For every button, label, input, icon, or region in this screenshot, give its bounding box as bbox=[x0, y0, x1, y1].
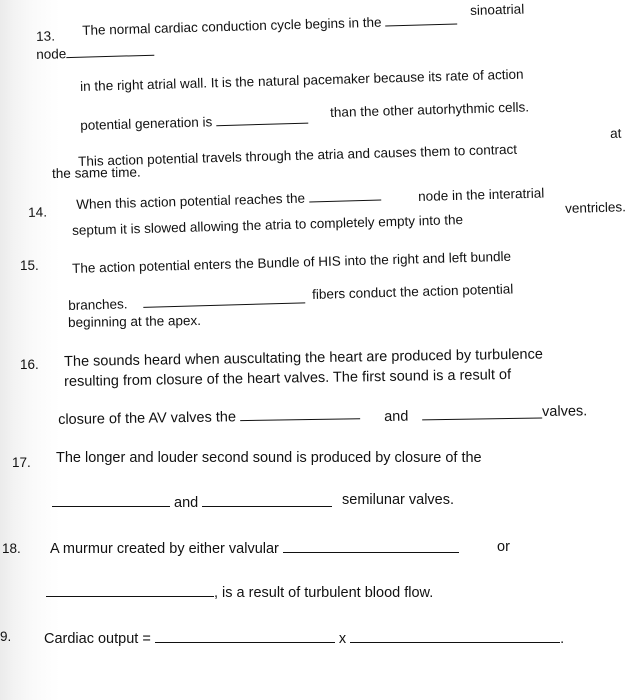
question-number: 18. bbox=[2, 541, 21, 556]
q13-line-4 bbox=[80, 111, 308, 133]
answer-blank[interactable] bbox=[422, 406, 542, 421]
q14-line-2: septum it is slowed allowing the atria to completely empty into the bbox=[71, 212, 464, 238]
q18-line-1-suffix: or bbox=[497, 539, 510, 555]
q13-line-1 bbox=[82, 12, 457, 38]
q17-line-1: The longer and louder second sound is produced by closure of the bbox=[56, 450, 482, 466]
q16-line-2: resulting from closure of the heart valves. The first sound is a result of bbox=[63, 366, 512, 390]
q15-line-3: beginning at the apex. bbox=[67, 312, 202, 330]
q13-text: node bbox=[36, 46, 67, 62]
q16-text: closure of the AV valves the bbox=[58, 409, 237, 428]
q13-text: The normal cardiac conduction cycle begins in the bbox=[82, 14, 382, 38]
answer-blank[interactable] bbox=[283, 540, 459, 553]
q19-text: Cardiac output = bbox=[44, 631, 151, 647]
question-number: 16. bbox=[20, 357, 39, 372]
q16-line-3 bbox=[58, 406, 360, 427]
q13-line-3: in the right atrial wall. It is the natural pacemaker because its rate of action bbox=[79, 66, 524, 94]
question-number: 15. bbox=[20, 258, 39, 273]
q17-text: and bbox=[174, 495, 199, 511]
q15-line-2 bbox=[68, 290, 305, 312]
answer-blank[interactable] bbox=[66, 43, 154, 58]
q13-line-5-end: at bbox=[609, 125, 622, 141]
q14-text: When this action potential reaches the bbox=[76, 190, 306, 212]
q18-text: , is a result of turbulent blood flow. bbox=[214, 585, 434, 601]
answer-blank[interactable] bbox=[216, 111, 308, 127]
answer-blank[interactable] bbox=[309, 187, 381, 202]
q13-text: potential generation is bbox=[80, 114, 213, 133]
q16-text: and bbox=[384, 408, 409, 425]
q13-line-4-suffix: than the other autorhythmic cells. bbox=[329, 99, 530, 120]
q14-line-1-suffix: node in the interatrial bbox=[417, 185, 545, 204]
answer-blank[interactable] bbox=[155, 630, 335, 643]
answer-blank[interactable] bbox=[202, 494, 332, 507]
q18-text: A murmur created by either valvular bbox=[50, 541, 279, 557]
answer-blank[interactable] bbox=[52, 494, 170, 507]
answer-blank[interactable] bbox=[350, 630, 560, 643]
answer-blank[interactable] bbox=[385, 12, 457, 27]
question-number: 14. bbox=[27, 204, 48, 220]
q15-text: branches. bbox=[68, 296, 128, 313]
q16-line-1: The sounds heard when auscultating the heart are produced by turbulence bbox=[63, 346, 544, 370]
q15-line-2-suffix: fibers conduct the action potential bbox=[311, 281, 514, 302]
question-number: 17. bbox=[12, 455, 31, 470]
q19-line bbox=[44, 630, 564, 647]
q14-line-2-end: ventricles. bbox=[564, 199, 627, 216]
q17-line-2 bbox=[52, 494, 332, 511]
q13-line-2 bbox=[36, 43, 154, 62]
q14-line-1 bbox=[76, 187, 381, 211]
q17-line-2-suffix: semilunar valves. bbox=[342, 492, 455, 508]
q18-line-1 bbox=[50, 540, 459, 557]
q13-filled-answer: sinoatrial bbox=[469, 1, 525, 18]
answer-blank[interactable] bbox=[143, 290, 305, 308]
q15-line-1: The action potential enters the Bundle of HIS into the right and left bundle bbox=[71, 248, 512, 276]
q13-line-5: This action potential travels through the atria and causes them to contract bbox=[77, 141, 518, 169]
q18-line-2 bbox=[46, 584, 433, 601]
answer-blank[interactable] bbox=[240, 406, 360, 421]
q19-text: . bbox=[560, 631, 565, 647]
question-number: 13. bbox=[35, 28, 56, 44]
question-number: 9. bbox=[0, 629, 12, 644]
answer-blank[interactable] bbox=[46, 584, 214, 597]
q19-text: x bbox=[338, 631, 347, 647]
q13-line-6: the same time. bbox=[51, 164, 141, 181]
q16-line-3-suffix: valves. bbox=[541, 403, 588, 420]
q16-line-3-mid bbox=[384, 406, 542, 425]
